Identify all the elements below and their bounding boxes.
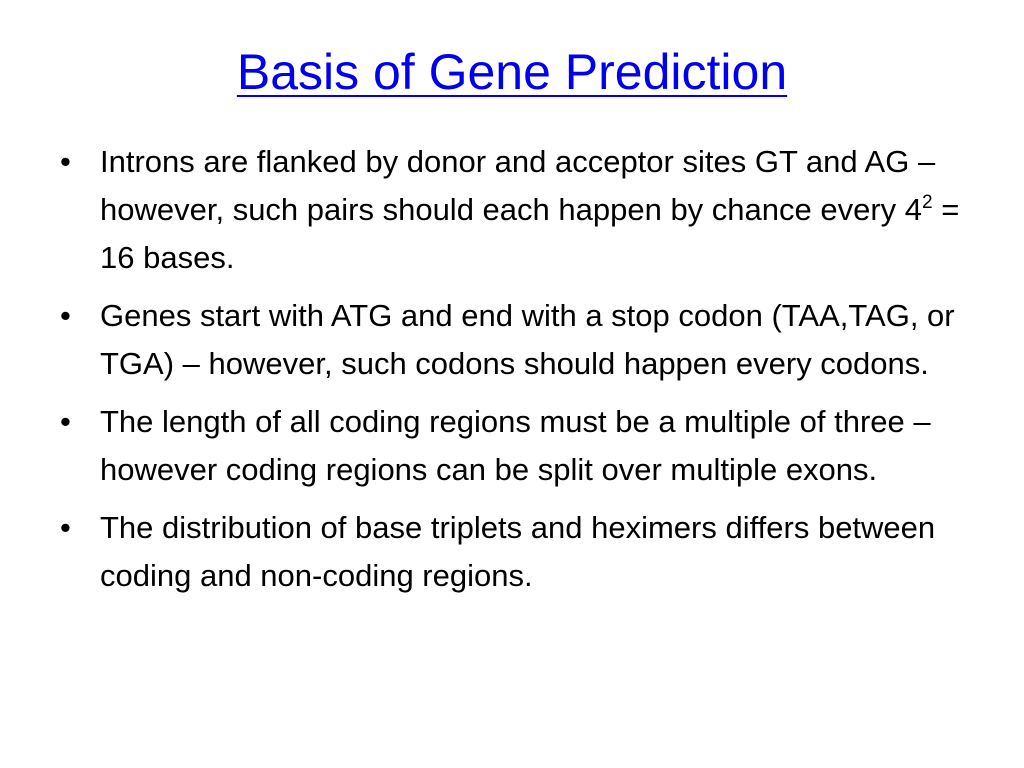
bullet-text: Genes start with ATG and end with a stop codon (TAA,TAG, or TGA) – however, such codons should happen every codons. <box>100 298 955 381</box>
bullet-superscript: 2 <box>922 192 933 213</box>
bullet-dot-icon: • <box>60 404 71 439</box>
bullet-text: The distribution of base triplets and heximers differs between coding and non-coding regions. <box>100 510 936 593</box>
bullet-text: The length of all coding regions must be a multiple of three – however coding regions can be split over multiple exons. <box>100 404 931 487</box>
slide-title[interactable]: Basis of Gene Prediction <box>236 44 788 100</box>
bullet-dot-icon: • <box>60 144 71 179</box>
bullet-text-pre: Introns are flanked by donor and acceptor sites GT and AG – however, such pairs should each happen by chance every 4 <box>100 144 936 227</box>
bullet-item <box>56 398 976 494</box>
bullet-list <box>56 138 976 610</box>
bullet-item <box>56 292 976 388</box>
bullet-text-post: = 16 bases. <box>100 192 960 275</box>
bullet-dot-icon: • <box>60 298 71 333</box>
bullet-item <box>56 138 976 282</box>
bullet-item <box>56 504 976 600</box>
bullet-dot-icon: • <box>60 510 71 545</box>
